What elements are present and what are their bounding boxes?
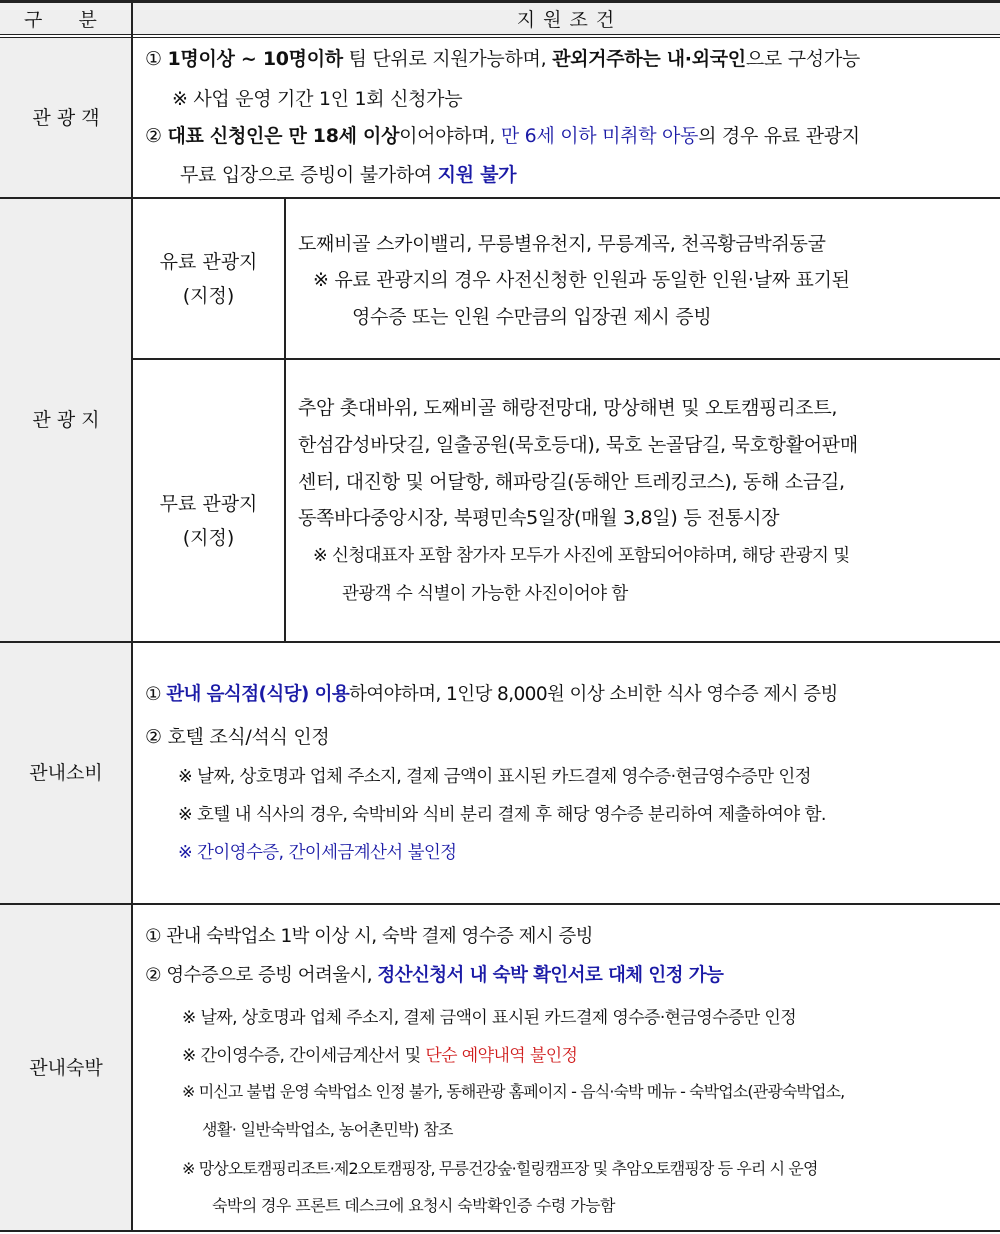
free-line-1: 추암 촛대바위, 도째비골 해랑전망대, 망상해변 및 오토캠핑리조트, [298,397,838,419]
row-label-attractions: 관 광 지 [32,409,100,431]
row-divider-dining [0,903,1000,905]
lodging-line-2: ② 영수증으로 증빙 어려울시, 정산신청서 내 숙박 확인서로 대체 인정 가능 [145,965,724,986]
row-divider-attractions [0,641,1000,643]
lodging-line-3: ※ 날짜, 상호명과 업체 주소지, 결제 금액이 표시된 카드결제 영수증·현금영수증만 인정 [182,1008,797,1028]
header-conditions: 지 원 조 건 [516,9,616,31]
free-line-4: 동쪽바다중앙시장, 북평민속5일장(매월 3,8일) 등 전통시장 [298,507,780,529]
tourist-line-3: ② 대표 신청인은 만 18세 이상이어야하며, 만 6세 이하 미취학 아동의 경우 유료 관광지 [145,125,860,147]
tourist-line-1: ① 1명이상 ~ 10명이하 팀 단위로 지원가능하며, 관외거주하는 내·외국인으로 구성가능 [145,48,860,70]
lodging-line-8: 숙박의 경우 프론트 데스크에 요청시 숙박확인증 수령 가능함 [212,1196,615,1215]
free-line-3: 센터, 대진항 및 어달항, 해파랑길(동해안 트레킹코스), 동해 소금길, [298,471,845,493]
free-attractions-label: 무료 관광지 (지정) [159,492,258,549]
lodging-line-4: ※ 간이영수증, 간이세금계산서 및 단순 예약내역 불인정 [182,1046,578,1066]
table-top-border [0,0,1000,3]
header-bottom-border-2 [0,37,1000,38]
header-category-text: 구 분 [24,9,98,31]
paid-line-2: ※ 유료 관광지의 경우 사전신청한 인원과 동일한 인원·날짜 표기된 [313,269,850,291]
paid-attractions-label: 유료 관광지 (지정) [159,251,258,307]
row-label-tourist: 관 광 객 [32,107,100,129]
dining-line-1: ① 관내 음식점(식당) 이용하여야하며, 1인당 8,000원 이상 소비한 식사 영수증 제시 증빙 [145,684,838,705]
dining-line-2: ② 호텔 조식/석식 인정 [145,726,330,748]
free-line-5: ※ 신청대표자 포함 참가자 모두가 사진에 포함되어야하며, 해당 관광지 및 [313,546,850,566]
tourist-line-2: ※ 사업 운영 기간 1인 1회 신청가능 [172,88,463,110]
tourist-line-4: 무료 입장으로 증빙이 불가하여 지원 불가 [180,164,517,186]
paid-line-3: 영수증 또는 인원 수만큼의 입장권 제시 증빙 [352,306,712,328]
dining-line-4: ※ 호텔 내 식사의 경우, 숙박비와 식비 분리 결제 후 해당 영수증 분리하여 제출하여야 함. [178,805,826,825]
row-label-lodging: 관내숙박 [29,1056,103,1079]
lodging-line-6: 생활· 일반숙박업소, 농어촌민박) 참조 [202,1120,453,1139]
row-label-dining: 관내소비 [29,762,103,784]
sub-label-column-border [284,198,286,642]
dining-line-5: ※ 간이영수증, 간이세금계산서 불인정 [178,843,457,863]
free-line-6: 관광객 수 식별이 가능한 사진이어야 함 [342,584,628,604]
paid-line-1: 도째비골 스카이밸리, 무릉별유천지, 무릉계곡, 천곡황금박쥐동굴 [298,233,826,255]
lodging-line-7: ※ 망상오토캠핑리조트·제2오토캠핑장, 무릉건강숲·힐링캠프장 및 추암오토캠핑장 등 우리 시 운영 [182,1159,818,1178]
header-bottom-border [0,34,1000,35]
dining-line-3: ※ 날짜, 상호명과 업체 주소지, 결제 금액이 표시된 카드결제 영수증·현금영수증만 인정 [178,767,811,787]
table-bottom-border [0,1230,1000,1232]
lodging-line-5: ※ 미신고 불법 운영 숙박업소 인정 불가, 동해관광 홈페이지 - 음식·숙박 메뉴 - 숙박업소(관광숙박업소, [182,1082,845,1101]
lodging-line-1: ① 관내 숙박업소 1박 이상 시, 숙박 결제 영수증 제시 증빙 [145,926,593,947]
header-category [24,5,116,32]
free-line-2: 한섬감성바닷길, 일출공원(묵호등대), 묵호 논골담길, 묵호항활어판매 [298,434,858,456]
